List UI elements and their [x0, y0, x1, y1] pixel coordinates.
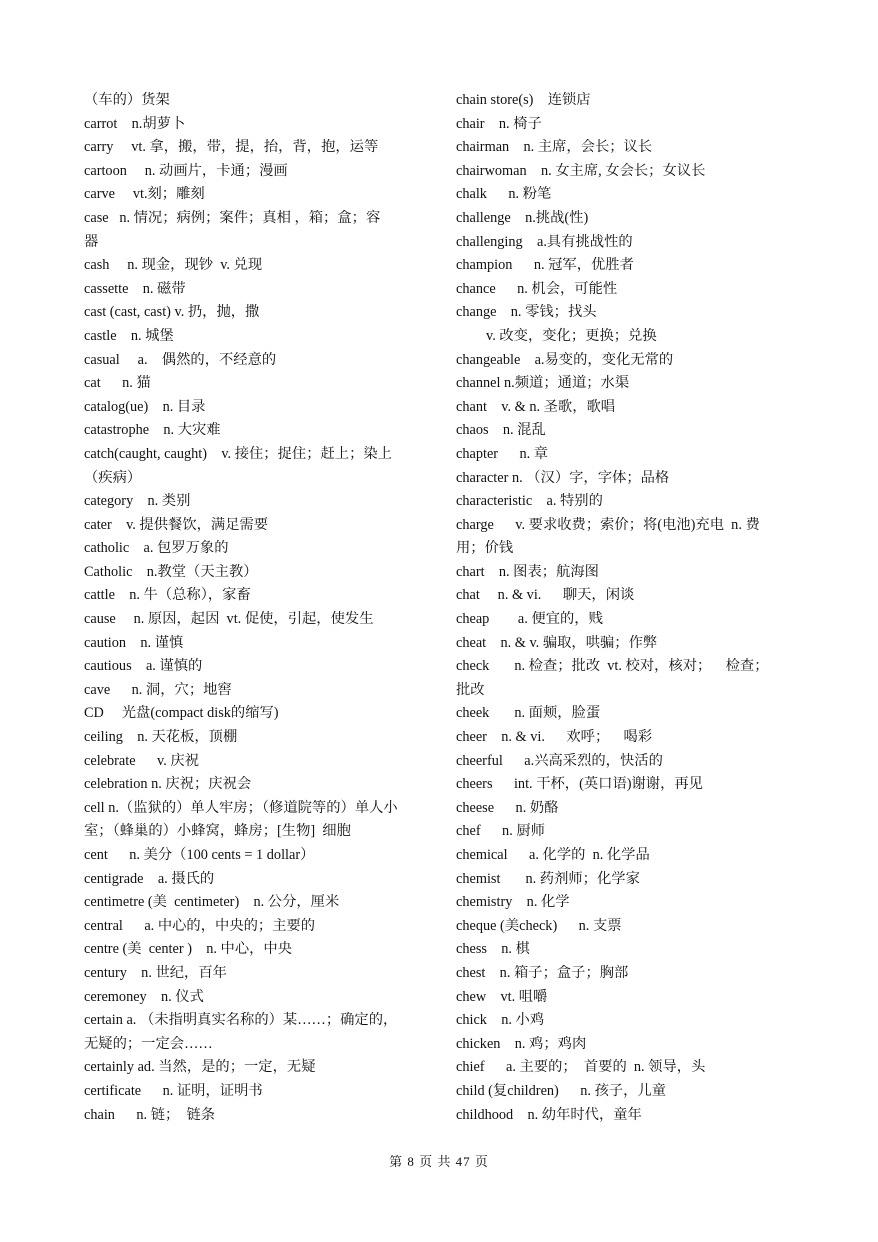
- vocab-entry-line: cheer n. & vi. 欢呼； 喝彩: [456, 729, 653, 746]
- vocab-entry-line: certain a. （未指明真实名称的）某……；确定的，: [84, 1012, 398, 1029]
- vocab-entry-line: 器: [84, 233, 99, 250]
- vocab-entry-line: cat n. 猫: [84, 375, 151, 392]
- vocab-entry-line: chest n. 箱子；盒子；胸部: [456, 964, 629, 981]
- vocab-entry-line: check n. 检查；批改 vt. 校对，核对； 检查；: [456, 658, 769, 675]
- vocab-entry-line: cheers int. 干杯，(英口语)谢谢，再见: [456, 776, 703, 793]
- vocab-entry-line: celebration n. 庆祝；庆祝会: [84, 776, 252, 793]
- vocab-entry-line: cell n.（监狱的）单人牢房；（修道院等的）单人小: [84, 799, 398, 816]
- vocab-entry-line: chemistry n. 化学: [456, 894, 570, 911]
- vocab-entry-line: chain store(s) 连锁店: [456, 92, 591, 108]
- vocab-entry-line: centimetre (美 centimeter) n. 公分，厘米: [84, 894, 340, 911]
- vocab-entry-line: characteristic a. 特别的: [456, 493, 603, 510]
- vocab-entry-line: chain n. 链； 链条: [84, 1106, 216, 1123]
- left-column: [84, 89, 430, 1127]
- vocab-entry-line: ceiling n. 天花板，顶棚: [84, 729, 238, 746]
- vocab-entry-line: chick n. 小鸡: [456, 1012, 545, 1029]
- vocab-entry-line: （疾病）: [84, 469, 142, 486]
- vocab-entry-line: v. 改变，变化；更换；兑换: [486, 327, 657, 344]
- vocab-entry-line: Catholic n.教堂（天主教）: [84, 563, 258, 580]
- vocab-entry-line: 用；价钱: [456, 540, 514, 557]
- right-column: [456, 89, 802, 1127]
- vocab-entry-line: chief a. 主要的； 首要的 n. 领导，头: [456, 1059, 706, 1076]
- vocab-entry-line: catastrophe n. 大灾难: [84, 422, 221, 439]
- vocab-entry-line: challenging a.具有挑战性的: [456, 233, 633, 250]
- vocab-entry-line: centigrade a. 摄氏的: [84, 870, 215, 887]
- vocab-entry-line: casual a. 偶然的，不经意的: [84, 351, 277, 368]
- vocab-entry-line: challenge n.挑战(性): [456, 209, 589, 226]
- vocab-entry-line: cheat n. & v. 骗取，哄骗；作弊: [456, 634, 658, 651]
- vocab-entry-line: cassette n. 磁带: [84, 280, 186, 297]
- vocab-entry-line: chart n. 图表；航海图: [456, 563, 599, 580]
- vocab-entry-line: 室；（蜂巢的）小蜂窝，蜂房；[生物] 细胞: [84, 823, 351, 840]
- vocab-entry-line: century n. 世纪，百年: [84, 964, 227, 981]
- vocab-entry-line: chess n. 棋: [456, 941, 530, 958]
- vocab-entry-line: catalog(ue) n. 目录: [84, 398, 206, 415]
- vocab-entry-line: chicken n. 鸡；鸡肉: [456, 1035, 587, 1052]
- vocab-entry-line: cater v. 提供餐饮，满足需要: [84, 516, 269, 533]
- vocab-entry-line: carve vt.刻；雕刻: [84, 186, 205, 203]
- vocab-entry-line: childhood n. 幼年时代，童年: [456, 1106, 642, 1123]
- page-footer: 第 8 页 共 47 页: [389, 1154, 489, 1169]
- vocab-entry-line: cent n. 美分（100 cents = 1 dollar）: [84, 847, 315, 863]
- vocab-entry-line: chant v. & n. 圣歌，歌唱: [456, 398, 616, 415]
- vocab-entry-line: celebrate v. 庆祝: [84, 752, 199, 769]
- vocab-entry-line: child (复children) n. 孩子，儿童: [456, 1082, 667, 1099]
- vocab-entry-line: centre (美 center ) n. 中心，中央: [84, 941, 293, 958]
- vocab-entry-line: cautious a. 谨慎的: [84, 658, 203, 675]
- vocab-entry-line: champion n. 冠军，优胜者: [456, 257, 634, 274]
- vocab-entry-line: chef n. 厨师: [456, 823, 545, 840]
- vocab-entry-line: changeable a.易变的，变化无常的: [456, 351, 674, 368]
- vocab-entry-line: （车的）货架: [84, 92, 170, 108]
- vocab-entry-line: catch(caught, caught) v. 接住；捉住；赶上；染上: [84, 445, 392, 462]
- vocab-entry-line: cheek n. 面颊，脸蛋: [456, 705, 601, 722]
- vocab-entry-line: change n. 零钱；找头: [456, 304, 597, 321]
- vocab-entry-line: cheerful a.兴高采烈的，快活的: [456, 752, 663, 769]
- vocab-entry-line: ceremoney n. 仪式: [84, 988, 204, 1005]
- vocab-entry-line: chapter n. 章: [456, 445, 549, 462]
- vocab-entry-line: castle n. 城堡: [84, 327, 174, 344]
- vocab-entry-line: cartoon n. 动画片，卡通；漫画: [84, 162, 288, 179]
- vocab-entry-line: certificate n. 证明，证明书: [84, 1082, 263, 1099]
- vocab-entry-line: chalk n. 粉笔: [456, 186, 552, 203]
- vocab-entry-line: chairwoman n. 女主席, 女会长；女议长: [456, 162, 706, 179]
- vocab-entry-line: chance n. 机会，可能性: [456, 280, 618, 297]
- vocab-entry-line: cave n. 洞，穴；地窖: [84, 681, 232, 698]
- vocab-entry-line: central a. 中心的，中央的；主要的: [84, 917, 316, 934]
- vocab-entry-line: 无疑的；一定会……: [84, 1035, 213, 1052]
- vocab-entry-line: caution n. 谨慎: [84, 634, 184, 651]
- vocab-entry-line: chaos n. 混乱: [456, 422, 546, 439]
- vocab-entry-line: chew vt. 咀嚼: [456, 988, 548, 1005]
- vocab-entry-line: chat n. & vi. 聊天，闲谈: [456, 587, 635, 604]
- vocab-entry-line: carry vt. 拿，搬，带，提，抬，背，抱，运等: [84, 139, 379, 156]
- vocab-entry-line: catholic a. 包罗万象的: [84, 540, 229, 557]
- vocab-entry-line: cheap a. 便宜的，贱: [456, 611, 603, 628]
- vocab-entry-line: chemical a. 化学的 n. 化学品: [456, 847, 650, 863]
- vocab-entry-line: channel n.频道；通道；水渠: [456, 375, 630, 392]
- vocab-entry-line: cheese n. 奶酪: [456, 799, 559, 816]
- vocab-entry-line: charge v. 要求收费；索价；将(电池)充电 n. 费: [456, 516, 760, 533]
- vocab-entry-line: 批改: [456, 681, 485, 698]
- vocab-entry-line: chemist n. 药剂师；化学家: [456, 870, 640, 887]
- vocab-entry-line: chairman n. 主席，会长；议长: [456, 139, 653, 156]
- vocab-entry-line: cause n. 原因，起因 vt. 促使，引起，使发生: [84, 611, 374, 628]
- vocab-entry-line: cheque (美check) n. 支票: [456, 917, 622, 934]
- vocab-entry-line: cast (cast, cast) v. 扔，抛，撒: [84, 304, 260, 321]
- vocab-entry-line: case n. 情况；病例；案件；真相 ，箱；盒；容: [84, 209, 381, 226]
- vocab-entry-line: certainly ad. 当然，是的；一定，无疑: [84, 1059, 316, 1076]
- vocab-entry-line: cattle n. 牛（总称），家畜: [84, 587, 251, 604]
- vocab-entry-line: category n. 类别: [84, 493, 191, 510]
- vocab-entry-line: carrot n.胡萝卜: [84, 115, 186, 132]
- vocab-entry-line: chair n. 椅子: [456, 115, 542, 132]
- vocab-entry-line: character n. （汉）字，字体；品格: [456, 469, 670, 486]
- vocab-entry-line: CD 光盘(compact disk的缩写): [84, 705, 279, 722]
- vocab-entry-line: cash n. 现金，现钞 v. 兑现: [84, 257, 263, 274]
